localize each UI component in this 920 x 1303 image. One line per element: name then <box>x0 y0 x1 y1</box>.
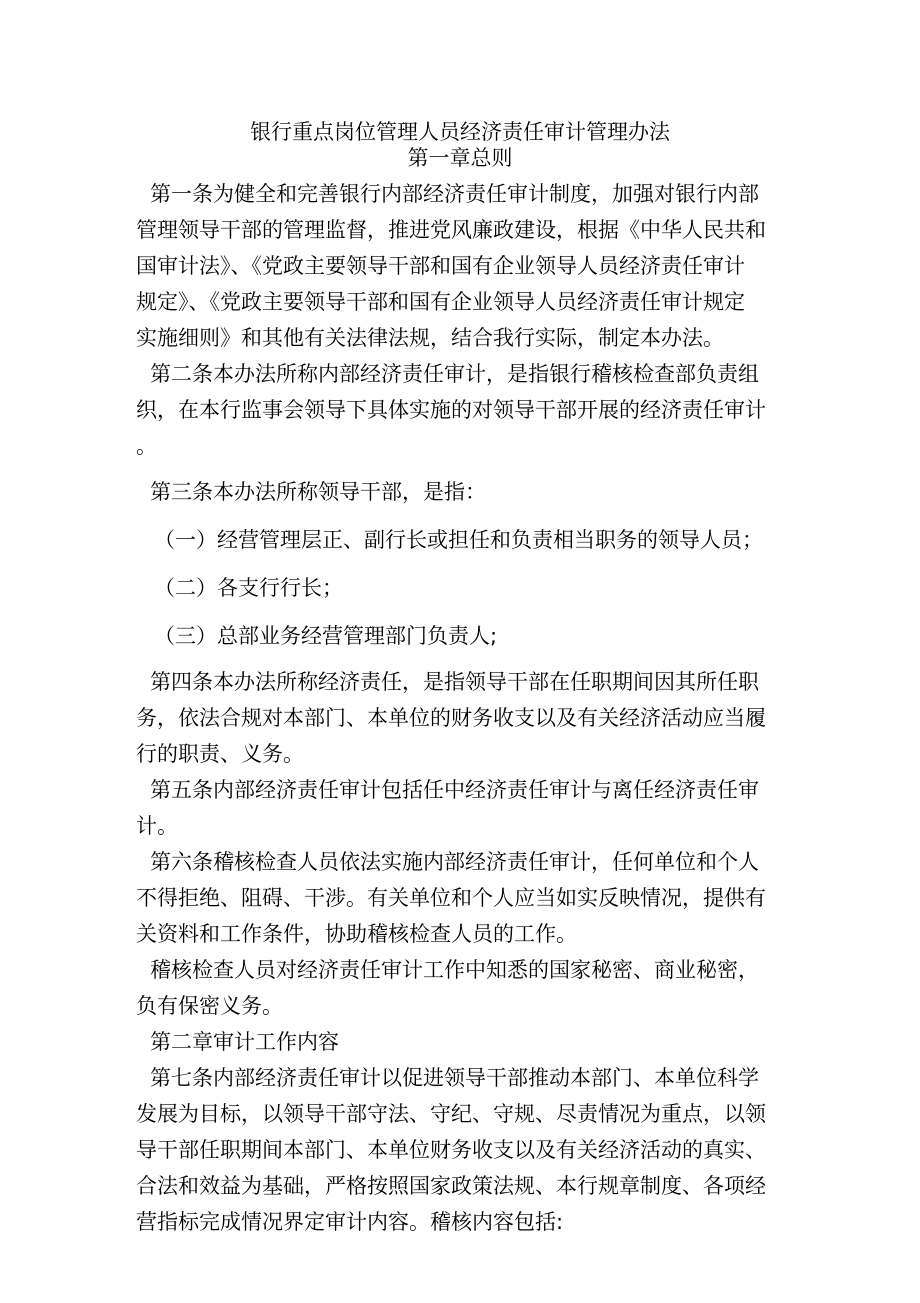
text-line: 第六条稽核检查人员依法实施内部经济责任审计，任何单位和个人 <box>150 850 759 874</box>
text-line: 第四条本办法所称经济责任，是指领导干部在任职期间因其所任职 <box>150 670 759 694</box>
text-line: 负有保密义务。 <box>136 994 283 1018</box>
text-line: 不得拒绝、阻碍、干涉。有关单位和个人应当如实反映情况，提供有 <box>136 886 766 910</box>
list-item: （二）各支行行长； <box>154 576 343 600</box>
text-line: 第二条本办法所称内部经济责任审计，是指银行稽核检查部负责组 <box>150 362 759 386</box>
text-line: 。 <box>136 434 157 458</box>
text-line: 第三条本办法所称领导干部，是指： <box>150 480 486 504</box>
text-line: 规定》、《党政主要领导干部和国有企业领导人员经济责任审计规定 <box>136 290 745 314</box>
text-line: 计。 <box>136 814 178 838</box>
text-line: 实施细则》和其他有关法律法规，结合我行实际，制定本办法。 <box>136 326 724 350</box>
text-line: 管理领导干部的管理监督，推进党风廉政建设，根据《中华人民共和 <box>136 218 766 242</box>
text-line: 行的职责、义务。 <box>136 742 304 766</box>
text-line: 务，依法合规对本部门、本单位的财务收支以及有关经济活动应当履 <box>136 706 766 730</box>
document-title: 银行重点岗位管理人员经济责任审计管理办法 <box>250 120 670 144</box>
chapter-heading: 第一章总则 <box>407 146 513 170</box>
list-item: （三）总部业务经营管理部门负责人; <box>154 624 498 648</box>
list-item: （一）经营管理层正、副行长或担任和负责相当职务的领导人员； <box>154 528 763 552</box>
text-line: 织，在本行监事会领导下具体实施的对领导干部开展的经济责任审计 <box>136 398 766 422</box>
text-line: 第一条为健全和完善银行内部经济责任审计制度，加强对银行内部 <box>150 182 759 206</box>
chapter-heading: 第二章审计工作内容 <box>150 1030 339 1054</box>
text-line: 导干部任职期间本部门、本单位财务收支以及有关经济活动的真实、 <box>136 1138 766 1162</box>
text-line: 国审计法》、《党政主要领导干部和国有企业领导人员经济责任审计 <box>136 254 745 278</box>
document-body <box>136 176 784 1240</box>
text-line: 关资料和工作条件，协助稽核检查人员的工作。 <box>136 922 577 946</box>
text-line: 稽核检查人员对经济责任审计工作中知悉的国家秘密、商业秘密， <box>150 958 759 982</box>
text-line: 第七条内部经济责任审计以促进领导干部推动本部门、本单位科学 <box>150 1066 759 1090</box>
text-line: 合法和效益为基础，严格按照国家政策法规、本行规章制度、各项经 <box>136 1174 766 1198</box>
text-line: 第五条内部经济责任审计包括任中经济责任审计与离任经济责任审 <box>150 778 759 802</box>
text-line: 营指标完成情况界定审计内容。稽核内容包括: <box>136 1210 564 1234</box>
text-line: 发展为目标，以领导干部守法、守纪、守规、尽责情况为重点，以领 <box>136 1102 766 1126</box>
